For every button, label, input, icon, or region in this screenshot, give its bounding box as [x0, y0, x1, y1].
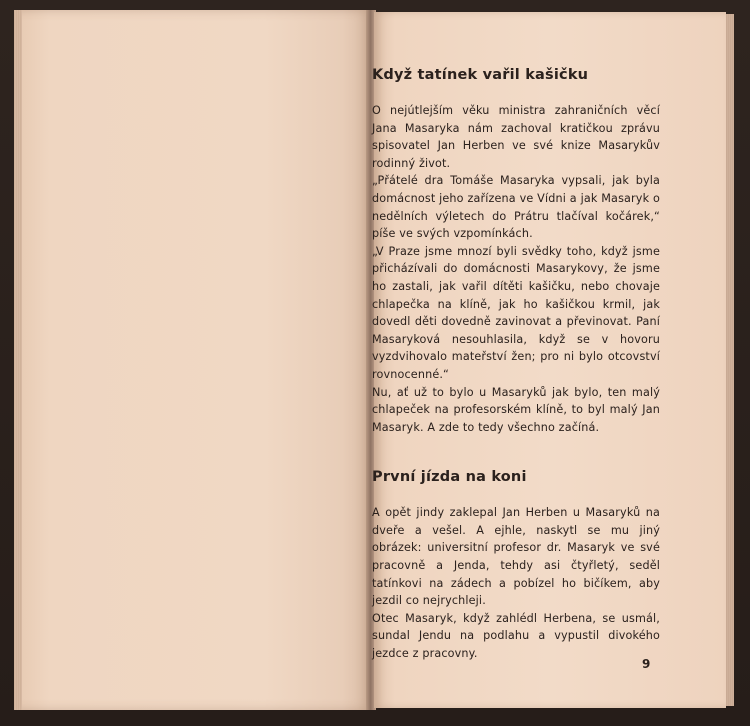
- paragraph: Otec Masaryk, když zahlédl Herbena, se usmál, sundal Jendu na podlahu a vypustil divokého jezdce z pracovny.: [372, 611, 660, 661]
- section-title-jizda: První jízda na koni: [372, 469, 527, 486]
- paragraph: A opět jindy zaklepal Jan Herben u Masaryků na dveře a vešel. A ejhle, naskytl se mu jiný obrázek: universitní profesor dr. Masaryk ve své pracovně a Jenda, tehdy asi čtyřletý, seděl tatínkovi na zádech a pobízel ho bičíkem, aby jezdil co nejrychleji.: [372, 506, 660, 608]
- page-text: [372, 66, 660, 663]
- page-number: 9: [642, 657, 651, 671]
- section-spacer: [372, 436, 660, 468]
- paragraph: „V Praze jsme mnozí byli svědky toho, když jsme přicházívali do domácnosti Masarykovy, že jsme ho zastali, jak vařil dítěti kašičku, nebo chovaje chlapečka na klíně, jak ho kašičkou krmil, jak dovedl děti dovedně zavinovat a převinovat. Paní Masaryková nesouhlasila, když se v hovoru vyzdvihovalo mateřství žen; pro ni bylo otcovství rovnocenné.“: [372, 244, 660, 381]
- paragraph: O nejútlejším věku ministra zahraničních věcí Jana Masaryka nám zachoval kratičkou zprávu spisovatel Jan Herben ve své knize Masarykův rodinný život.: [372, 104, 660, 170]
- page-edges: [726, 14, 734, 706]
- paragraph: Nu, ať už to bylo u Masaryků jak bylo, ten malý chlapeček na profesorském klíně, to byl malý Jan Masaryk. A zde to tedy všechno začíná.: [372, 385, 660, 434]
- section-title-kasicka: Když tatínek vařil kašičku: [372, 67, 589, 83]
- paragraph: „Přátelé dra Tomáše Masaryka vypsali, jak byla domácnost jeho zařízena ve Vídni a jak Masaryk o nedělních výletech do Prátru tlačíval kočárek,“ píše ve svých vzpomínkách.: [372, 174, 660, 241]
- left-page-blank: [14, 10, 371, 710]
